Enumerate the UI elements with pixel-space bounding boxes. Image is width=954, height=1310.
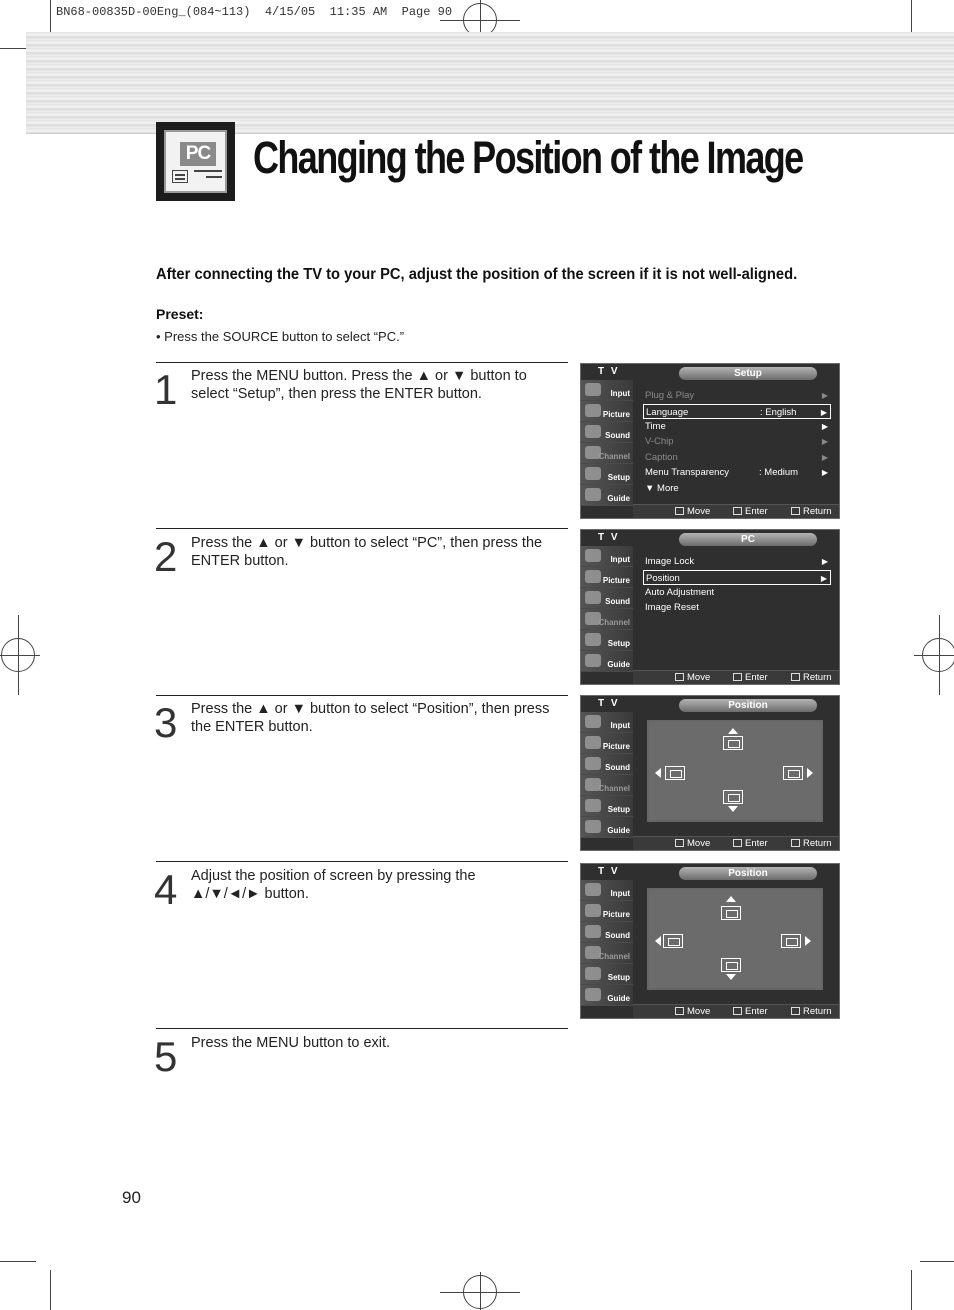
step-divider bbox=[156, 1028, 568, 1029]
arrow-up-icon bbox=[728, 728, 738, 734]
submenu-arrow-icon: ▶ bbox=[820, 407, 827, 417]
osd-menu-item-label: Plug & Play bbox=[645, 390, 695, 401]
page-number: 90 bbox=[122, 1188, 141, 1207]
osd-footer-label: Enter bbox=[745, 672, 768, 683]
osd-footer-return bbox=[791, 672, 832, 683]
osd-sidebar-item[interactable] bbox=[581, 485, 633, 506]
osd-footer-label: Move bbox=[687, 672, 711, 683]
osd-footer-label: Return bbox=[803, 672, 832, 683]
return-icon bbox=[791, 673, 800, 681]
preset-heading: Preset: bbox=[156, 306, 204, 322]
osd-sidebar-item[interactable] bbox=[581, 630, 633, 651]
osd-footer-label: Move bbox=[687, 506, 711, 517]
osd-sidebar-item[interactable] bbox=[581, 964, 633, 985]
osd-sidebar bbox=[581, 546, 633, 672]
osd-sidebar-item[interactable] bbox=[581, 733, 633, 754]
osd-sidebar-item[interactable] bbox=[581, 609, 633, 630]
step-divider bbox=[156, 695, 568, 696]
picture-icon bbox=[585, 736, 601, 749]
osd-sidebar bbox=[581, 712, 633, 838]
osd-menu-item[interactable] bbox=[643, 434, 831, 450]
osd-tv-label: T V bbox=[598, 866, 620, 877]
down-target-icon bbox=[723, 790, 743, 804]
osd-footer-return bbox=[791, 506, 832, 517]
osd-sidebar-item[interactable] bbox=[581, 380, 633, 401]
guide-icon bbox=[585, 654, 601, 667]
registration-line bbox=[0, 655, 40, 656]
osd-sidebar-item[interactable] bbox=[581, 588, 633, 609]
osd-menu-item[interactable] bbox=[643, 404, 831, 419]
osd-header: Setup bbox=[679, 367, 817, 380]
osd-footer bbox=[633, 836, 840, 850]
picture-icon bbox=[585, 570, 601, 583]
return-icon bbox=[791, 1007, 800, 1015]
osd-sidebar-item[interactable] bbox=[581, 775, 633, 796]
left-target-icon bbox=[663, 934, 683, 948]
osd-footer-label: Return bbox=[803, 838, 832, 849]
registration-line bbox=[480, 1272, 481, 1310]
osd-sidebar-label: Picture bbox=[602, 910, 630, 919]
osd-sidebar-label: Sound bbox=[605, 597, 630, 606]
osd-footer-label: Move bbox=[687, 838, 711, 849]
osd-footer-label: Enter bbox=[745, 838, 768, 849]
osd-footer bbox=[633, 504, 840, 518]
enter-icon bbox=[733, 1007, 742, 1015]
sound-icon bbox=[585, 925, 601, 938]
osd-position-adjust-screen bbox=[580, 863, 840, 1019]
osd-menu-item[interactable] bbox=[643, 481, 831, 497]
osd-sidebar-item[interactable] bbox=[581, 443, 633, 464]
setup-icon bbox=[585, 799, 601, 812]
step-text: Press the MENU button. Press the ▲ or ▼ button to select “Setup”, then press the ENTER button. bbox=[191, 368, 527, 402]
osd-sidebar-label: Channel bbox=[598, 784, 630, 793]
osd-menu-item[interactable] bbox=[643, 450, 831, 466]
return-icon bbox=[791, 507, 800, 515]
osd-sidebar-label: Channel bbox=[598, 452, 630, 461]
arrow-left-icon bbox=[655, 936, 661, 946]
osd-sidebar-label: Setup bbox=[607, 473, 630, 482]
osd-tv-label: T V bbox=[598, 532, 620, 543]
step-divider bbox=[156, 861, 568, 862]
arrow-right-icon bbox=[807, 768, 813, 778]
osd-header: Position bbox=[679, 699, 817, 712]
pc-icon-label: PC bbox=[180, 142, 216, 166]
input-icon bbox=[585, 883, 601, 896]
osd-footer-move bbox=[675, 506, 710, 517]
header-banner bbox=[26, 32, 954, 134]
osd-setup-menu bbox=[580, 363, 840, 519]
arrow-up-icon bbox=[726, 896, 736, 902]
osd-menu-item-value: : English bbox=[760, 406, 797, 418]
setup-icon bbox=[585, 967, 601, 980]
osd-sidebar-label: Picture bbox=[602, 576, 630, 585]
position-adjust-area bbox=[647, 888, 823, 990]
osd-sidebar-item[interactable] bbox=[581, 464, 633, 485]
osd-sidebar-label: Sound bbox=[605, 431, 630, 440]
sound-icon bbox=[585, 591, 601, 604]
osd-menu-item-label: Position bbox=[646, 572, 680, 584]
submenu-arrow-icon: ▶ bbox=[820, 573, 827, 583]
osd-footer-label: Move bbox=[687, 1006, 711, 1017]
guide-icon bbox=[585, 820, 601, 833]
osd-footer bbox=[633, 670, 840, 684]
osd-menu-item-label: Time bbox=[645, 420, 666, 432]
up-target-icon bbox=[723, 736, 743, 750]
osd-sidebar-label: Input bbox=[610, 889, 630, 898]
osd-footer-move bbox=[675, 838, 710, 849]
osd-sidebar-item[interactable] bbox=[581, 651, 633, 672]
osd-menu-item[interactable] bbox=[643, 419, 831, 435]
preset-bullet: • Press the SOURCE button to select “PC.” bbox=[156, 329, 405, 344]
osd-footer-move bbox=[675, 672, 710, 683]
arrow-down-icon bbox=[728, 806, 738, 812]
osd-menu-list bbox=[643, 554, 831, 616]
enter-icon bbox=[733, 673, 742, 681]
move-icon bbox=[675, 507, 684, 515]
osd-menu-item-value: : Medium bbox=[759, 467, 799, 478]
osd-sidebar-item[interactable] bbox=[581, 922, 633, 943]
osd-sidebar-item[interactable] bbox=[581, 712, 633, 733]
picture-icon bbox=[585, 904, 601, 917]
osd-sidebar-label: Guide bbox=[607, 494, 630, 503]
osd-menu-item-label: V-Chip bbox=[645, 436, 674, 447]
print-slug: BN68-00835D-00Eng_(084~113) 4/15/05 11:35 AM Page 90 bbox=[56, 5, 453, 19]
osd-sidebar-label: Setup bbox=[607, 639, 630, 648]
registration-line bbox=[18, 615, 19, 695]
intro-text: After connecting the TV to your PC, adjust the position of the screen if it is not well-aligned. bbox=[156, 266, 798, 283]
osd-menu-item-label: Language bbox=[646, 406, 689, 418]
sound-icon bbox=[585, 425, 601, 438]
osd-sidebar-label: Input bbox=[610, 555, 630, 564]
setup-icon bbox=[585, 467, 601, 480]
osd-footer-label: Enter bbox=[745, 506, 768, 517]
registration-line bbox=[914, 655, 954, 656]
setup-icon bbox=[585, 633, 601, 646]
osd-footer-return bbox=[791, 1006, 832, 1017]
step-number: 3 bbox=[154, 699, 178, 746]
submenu-arrow-icon: ▶ bbox=[821, 452, 828, 462]
osd-footer-label: Return bbox=[803, 1006, 832, 1017]
osd-pc-menu bbox=[580, 529, 840, 685]
return-icon bbox=[791, 839, 800, 847]
osd-sidebar-label: Setup bbox=[607, 805, 630, 814]
osd-sidebar-item[interactable] bbox=[581, 422, 633, 443]
crop-mark bbox=[920, 1261, 954, 1262]
osd-sidebar-item[interactable] bbox=[581, 567, 633, 588]
osd-sidebar-label: Picture bbox=[602, 742, 630, 751]
crop-mark bbox=[911, 1270, 912, 1310]
osd-sidebar-label: Setup bbox=[607, 973, 630, 982]
osd-sidebar-label: Guide bbox=[607, 994, 630, 1003]
osd-header: PC bbox=[679, 533, 817, 546]
osd-footer-enter bbox=[733, 506, 768, 517]
crop-mark bbox=[50, 1270, 51, 1310]
crop-mark bbox=[0, 1261, 36, 1262]
right-target-icon bbox=[783, 766, 803, 780]
osd-footer-move bbox=[675, 1006, 710, 1017]
submenu-arrow-icon: ▶ bbox=[821, 437, 828, 446]
osd-menu-item-label: Image Lock bbox=[645, 556, 695, 567]
submenu-arrow-icon: ▶ bbox=[821, 391, 828, 400]
osd-menu-item[interactable] bbox=[643, 600, 831, 616]
move-icon bbox=[675, 1007, 684, 1015]
enter-icon bbox=[733, 839, 742, 847]
osd-sidebar-item[interactable] bbox=[581, 546, 633, 567]
pc-section-icon bbox=[156, 122, 235, 201]
osd-sidebar-label: Guide bbox=[607, 826, 630, 835]
osd-tv-label: T V bbox=[598, 366, 620, 377]
osd-menu-item[interactable] bbox=[643, 465, 831, 481]
osd-sidebar-label: Channel bbox=[598, 618, 630, 627]
step-text: Press the ▲ or ▼ button to select “Position”, then press the ENTER button. bbox=[191, 701, 550, 735]
arrow-down-icon bbox=[726, 974, 736, 980]
osd-sidebar-item[interactable] bbox=[581, 817, 633, 838]
down-target-icon bbox=[721, 958, 741, 972]
input-icon bbox=[585, 715, 601, 728]
right-target-icon bbox=[781, 934, 801, 948]
guide-icon bbox=[585, 488, 601, 501]
submenu-arrow-icon: ▶ bbox=[821, 557, 828, 566]
osd-sidebar-item[interactable] bbox=[581, 901, 633, 922]
move-icon bbox=[675, 839, 684, 847]
step-divider bbox=[156, 362, 568, 363]
step-number: 5 bbox=[154, 1033, 178, 1080]
osd-position-screen bbox=[580, 695, 840, 851]
osd-footer-enter bbox=[733, 1006, 768, 1017]
osd-tv-label: T V bbox=[598, 698, 620, 709]
osd-sidebar-item[interactable] bbox=[581, 880, 633, 901]
osd-sidebar bbox=[581, 880, 633, 1006]
osd-sidebar-label: Picture bbox=[602, 410, 630, 419]
step-text: Adjust the position of screen by pressing the ▲/▼/◄/► button. bbox=[191, 868, 476, 902]
osd-footer-enter bbox=[733, 672, 768, 683]
osd-menu-item-label: ▼ More bbox=[645, 482, 679, 494]
enter-icon bbox=[733, 507, 742, 515]
registration-line bbox=[939, 615, 940, 695]
up-target-icon bbox=[721, 906, 741, 920]
osd-footer bbox=[633, 1004, 840, 1018]
osd-footer-label: Return bbox=[803, 506, 832, 517]
osd-menu-item[interactable] bbox=[643, 570, 831, 585]
osd-menu-item-label: Menu Transparency bbox=[645, 467, 729, 478]
submenu-arrow-icon: ▶ bbox=[821, 468, 828, 477]
osd-sidebar-label: Sound bbox=[605, 763, 630, 772]
osd-sidebar-label: Guide bbox=[607, 660, 630, 669]
osd-menu-item-label: Auto Adjustment bbox=[645, 586, 715, 598]
step-number: 2 bbox=[154, 533, 178, 580]
left-target-icon bbox=[665, 766, 685, 780]
step-text: Press the ▲ or ▼ button to select “PC”, then press the ENTER button. bbox=[191, 535, 543, 569]
arrow-left-icon bbox=[655, 768, 661, 778]
input-icon bbox=[585, 549, 601, 562]
arrow-right-icon bbox=[805, 936, 811, 946]
osd-menu-list bbox=[643, 388, 831, 496]
osd-header: Position bbox=[679, 867, 817, 880]
page-title: Changing the Position of the Image bbox=[253, 132, 803, 183]
osd-sidebar bbox=[581, 380, 633, 506]
osd-sidebar-item[interactable] bbox=[581, 401, 633, 422]
osd-sidebar-item[interactable] bbox=[581, 796, 633, 817]
osd-sidebar-item[interactable] bbox=[581, 754, 633, 775]
step-text: Press the MENU button to exit. bbox=[191, 1035, 391, 1051]
sound-icon bbox=[585, 757, 601, 770]
osd-sidebar-label: Sound bbox=[605, 931, 630, 940]
osd-sidebar-label: Input bbox=[610, 721, 630, 730]
step-number: 4 bbox=[154, 866, 178, 913]
input-icon bbox=[585, 383, 601, 396]
osd-sidebar-label: Input bbox=[610, 389, 630, 398]
osd-footer-return bbox=[791, 838, 832, 849]
osd-sidebar-label: Channel bbox=[598, 952, 630, 961]
osd-footer-enter bbox=[733, 838, 768, 849]
move-icon bbox=[675, 673, 684, 681]
picture-icon bbox=[585, 404, 601, 417]
osd-menu-item-label: Image Reset bbox=[645, 602, 699, 613]
osd-footer-label: Enter bbox=[745, 1006, 768, 1017]
osd-menu-item[interactable] bbox=[643, 554, 831, 570]
osd-menu-item-label: Caption bbox=[645, 451, 678, 463]
osd-menu-item[interactable] bbox=[643, 585, 831, 601]
step-divider bbox=[156, 528, 568, 529]
position-adjust-area bbox=[647, 720, 823, 822]
osd-sidebar-item[interactable] bbox=[581, 943, 633, 964]
step-number: 1 bbox=[154, 366, 178, 413]
submenu-arrow-icon: ▶ bbox=[821, 421, 828, 431]
osd-sidebar-item[interactable] bbox=[581, 985, 633, 1006]
guide-icon bbox=[585, 988, 601, 1001]
osd-menu-item[interactable] bbox=[643, 388, 831, 404]
